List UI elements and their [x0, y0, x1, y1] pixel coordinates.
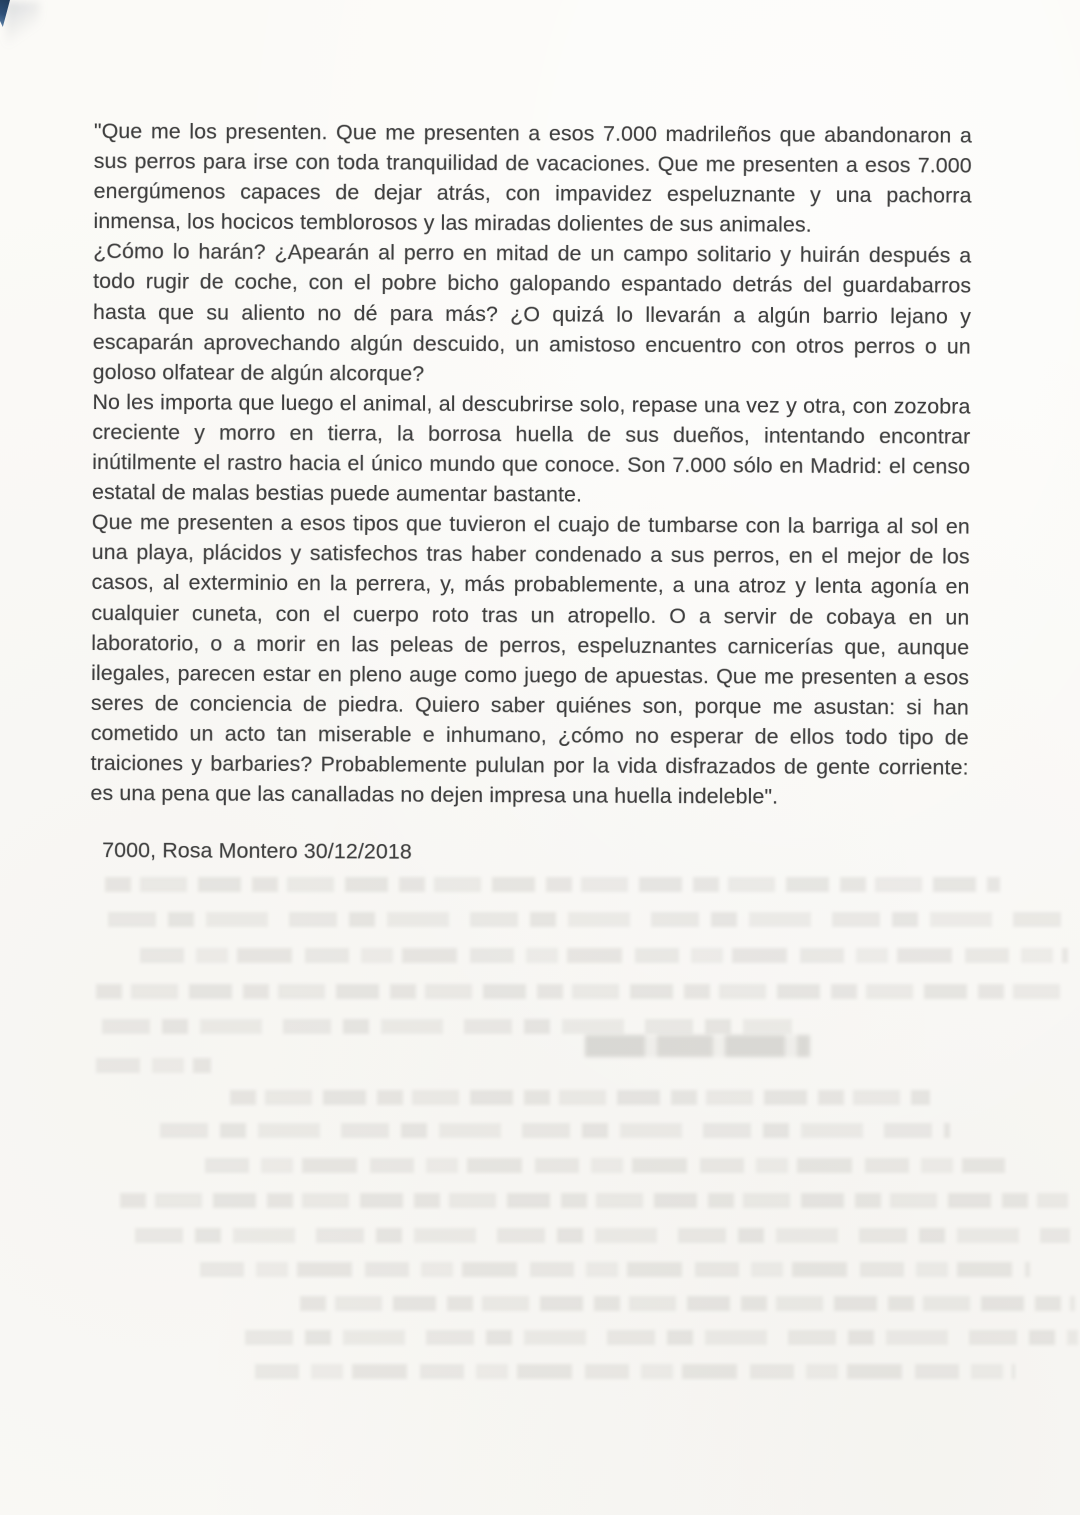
paragraph: "Que me los presenten. Que me presenten a esos 7.000 madrileños que abandonaron a sus perros para irse con toda tranquilidad de vacaciones. Que me presenten a esos 7.000 energúmenos capaces de dejar atrás, con impavidez espeluznante y una pachorra inmensa, los hocicos temblorosos y las miradas dolientes de sus animales. [93, 118, 972, 238]
paragraph: No les importa que luego el animal, al descubrirse solo, repase una vez y otra, con zozobra creciente y morro en tierra, la borrosa huella de sus dueños, intentando encontrar inútilmente el rastro hacia el único mundo que conoce. Son 7.000 sólo en Madrid: el censo estatal de malas bestias puede aumentar bastante. [91, 389, 971, 507]
bleed-through-line [140, 948, 1068, 963]
article-attribution: 7000, Rosa Montero 30/12/2018 [102, 838, 412, 864]
article-text [90, 116, 972, 870]
bleed-through-line [92, 1019, 792, 1034]
bleed-through-line [255, 1364, 1015, 1379]
bleed-through-line [96, 984, 1068, 999]
bleed-through-line [230, 1090, 930, 1105]
bleed-through-line [235, 1330, 1078, 1345]
bleed-through-line [105, 877, 1000, 892]
bleed-through-line [150, 1123, 950, 1138]
bleed-through-line [98, 912, 1068, 927]
paragraph: ¿Cómo lo harán? ¿Apearán al perro en mitad de un campo solitario y huirán después a todo rugir de coche, con el pobre bicho galopando espantado detrás del guardabarros hasta que su aliento no dé para más? ¿O quizá lo llevarán a algún barrio lejano y escaparán aprovechando algún descuido, un amistoso encuentro con otros perros o un goloso olfatear de algún alcorque? [92, 239, 972, 386]
bleed-through-line [200, 1262, 1030, 1277]
article-paragraphs [90, 116, 972, 813]
bleed-through-heading [585, 1035, 810, 1057]
bleed-through-line [125, 1228, 1070, 1243]
corner-scan-shadow [6, 2, 40, 46]
bleed-through-line [96, 1058, 211, 1073]
bleed-through-line [120, 1193, 1068, 1208]
paragraph: Que me presenten a esos tipos que tuvieron el cuajo de tumbarse con la barriga al sol en una playa, plácidos y satisfechos tras haber condenado a sus perros, en el mejor de los casos, al exterminio en la perrera, y, más probablemente, a una atroz y lenta agonía en cualquier cuneta, con el cuerpo roto tras un atropello. O a servir de cobaya en un laboratorio, o a morir en las peleas de perros, espeluznantes carnicerías que, aunque ilegales, parecen estar en pleno auge como juego de apuestas. Que me presenten a esos seres de conciencia de piedra. Quiero saber quiénes son, porque me asustan: si han cometido un acto tan miserable e inhumano, ¿cómo no esperar de ellos todo tipo de traiciones y barbaries? Probablemente pululan por la vida disfrazados de gente corriente: es una pena que las canalladas no dejen impresa una huella indeleble". [90, 510, 970, 809]
bleed-through-line [300, 1296, 1075, 1311]
bleed-through-line [205, 1158, 1005, 1173]
